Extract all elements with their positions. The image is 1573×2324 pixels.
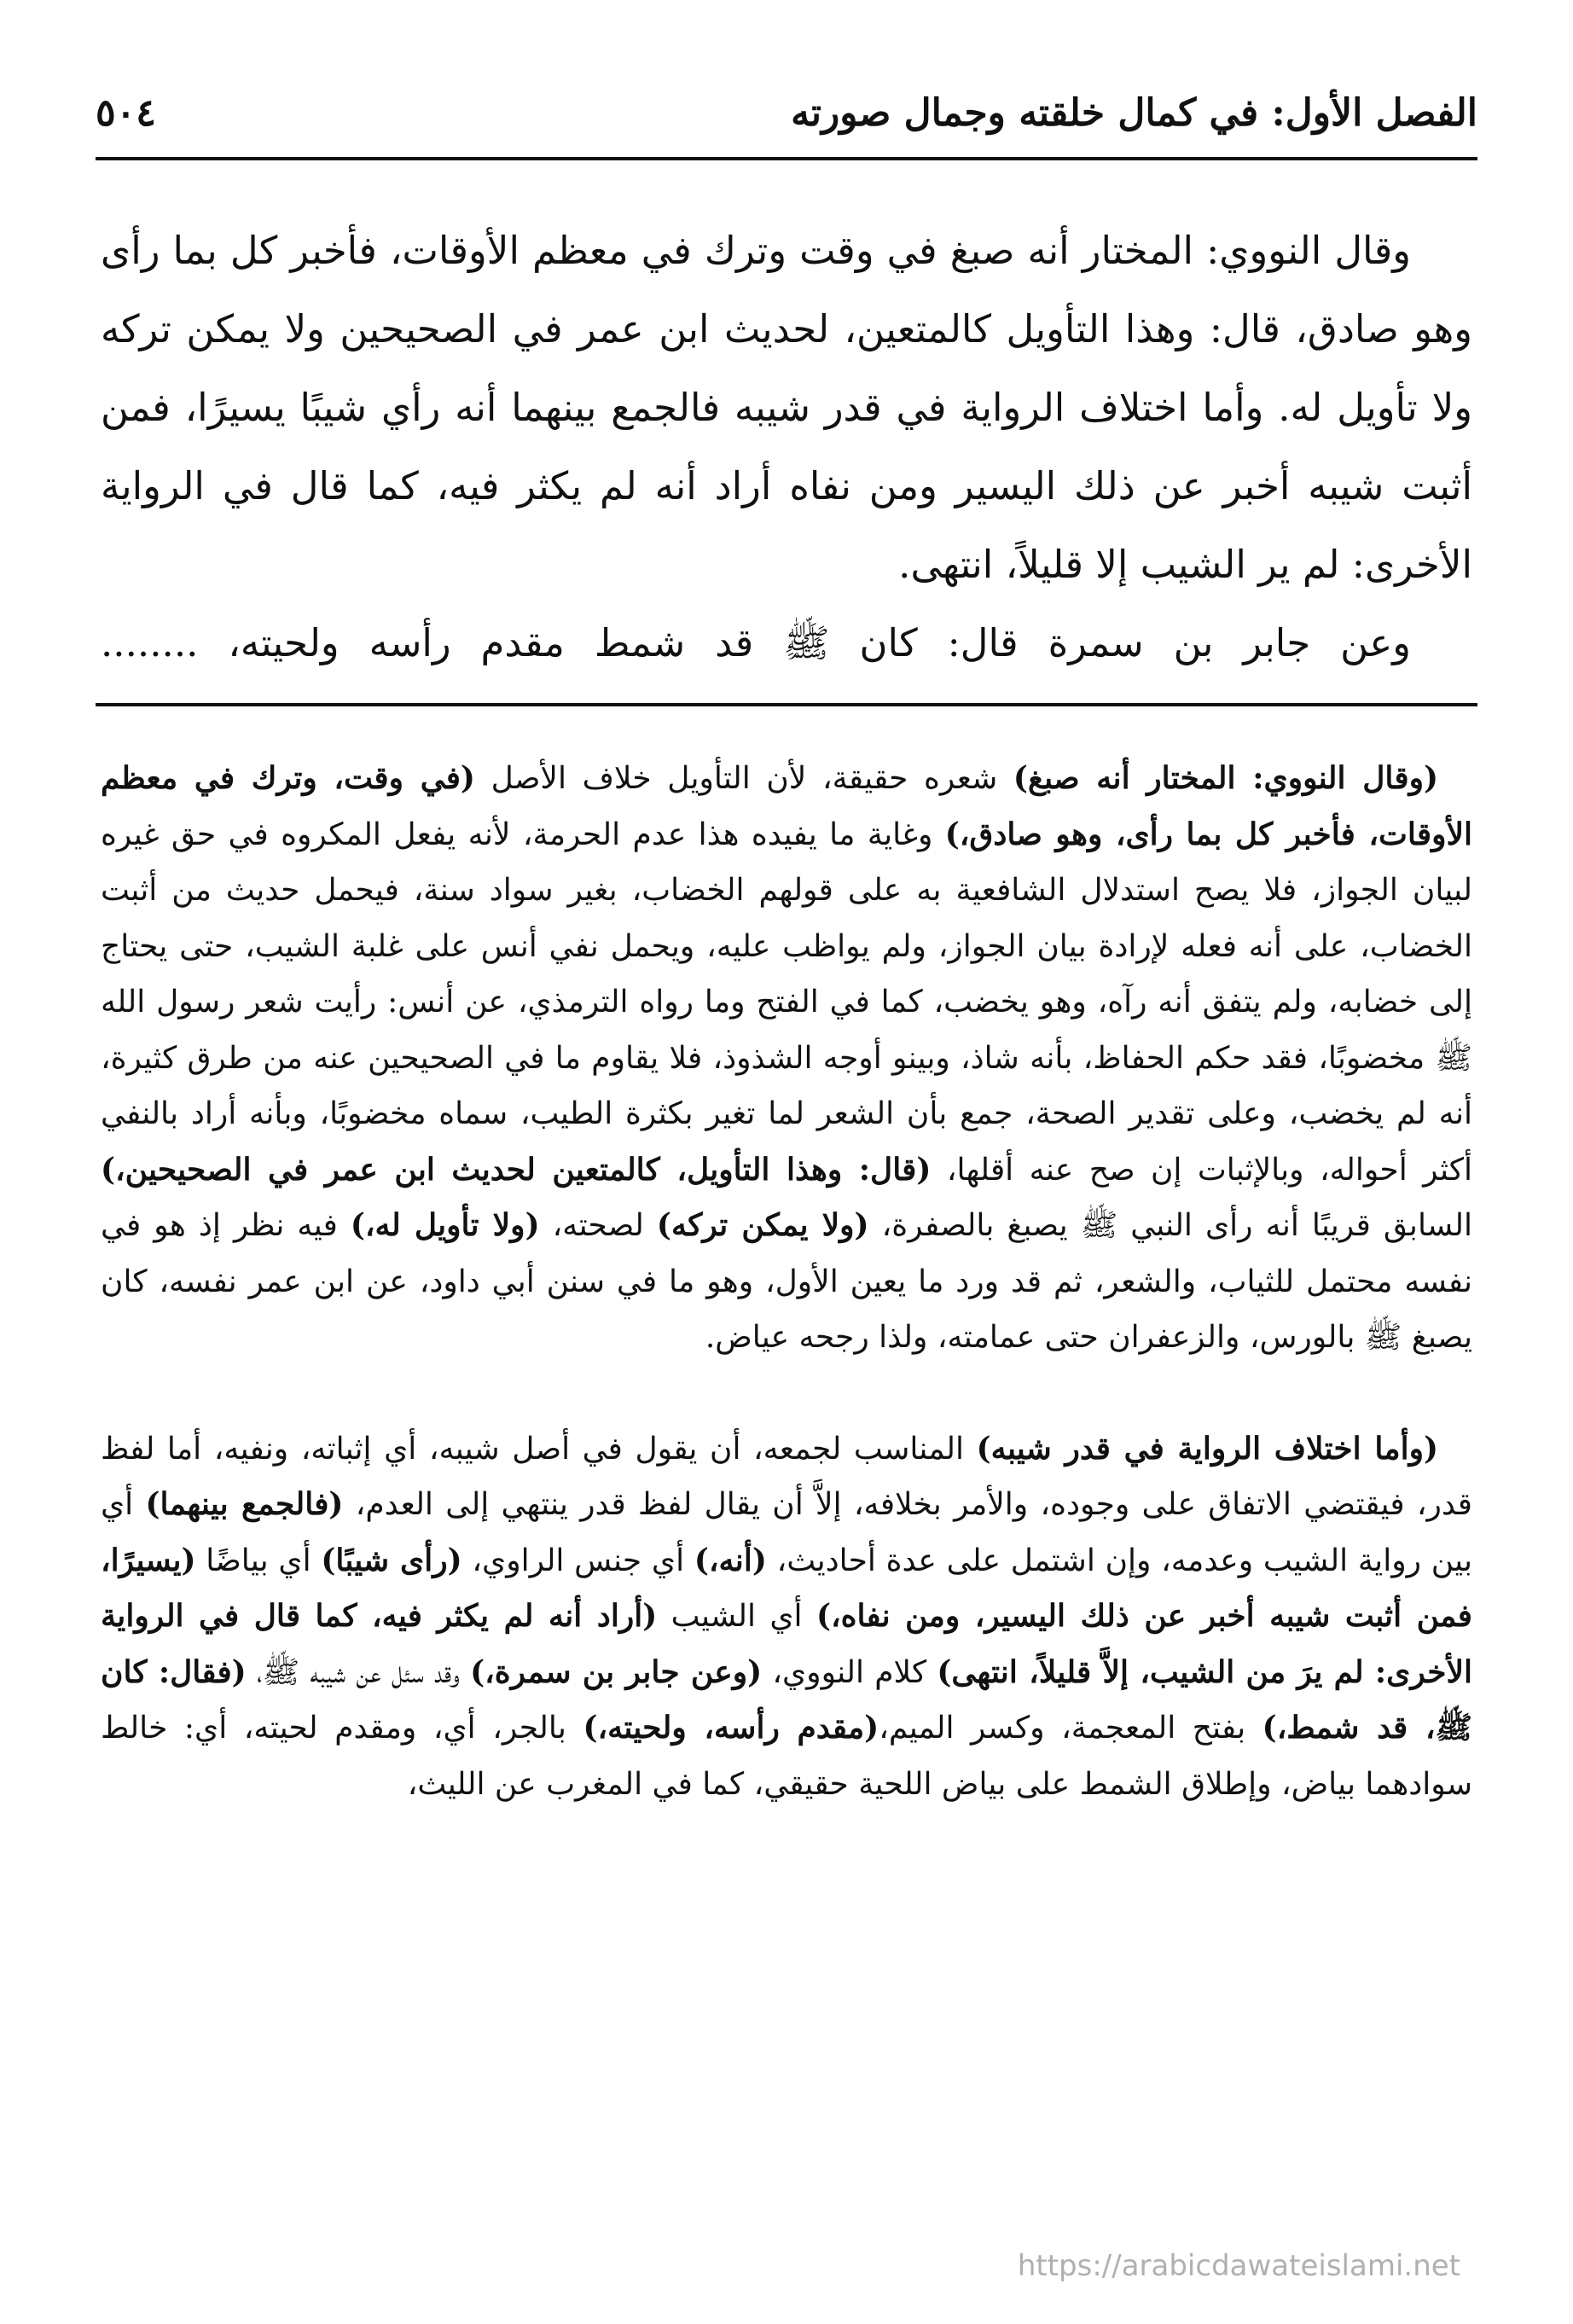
page-number: ٥٠٤ bbox=[96, 90, 156, 135]
commentary-segment: شعره حقيقة، لأن التأويل خلاف الأصل bbox=[474, 761, 1013, 796]
quoted-text: (يسيرًا، فمن أثبت شيبه أخبر عن ذلك اليسير، ومن نفاه،) bbox=[101, 1542, 1472, 1634]
quoted-text: (وأما اختلاف الرواية في قدر شيبه) bbox=[976, 1430, 1438, 1467]
commentary-segment: أي الشيب bbox=[657, 1599, 816, 1634]
main-text bbox=[101, 212, 1472, 683]
commentary-segment: وقد سئل عن شيبه ﷺ، bbox=[246, 1654, 471, 1690]
quoted-text: (ولا يمكن تركه) bbox=[656, 1207, 869, 1243]
watermark: https://arabicdawateislami.net bbox=[1017, 2249, 1460, 2283]
commentary-text bbox=[101, 751, 1472, 1812]
commentary-segment: السابق قريبًا أنه رأى النبي ﷺ يصبغ بالصفرة، bbox=[868, 1208, 1472, 1243]
commentary-segment: أي بياضًا bbox=[195, 1543, 322, 1578]
commentary-segment: لصحته، bbox=[539, 1208, 657, 1243]
quoted-text: (أراد أنه لم يكثر فيه، كما قال في الرواية الأخرى: لم يرَ من الشيب، إلاَّ قليلاً، انتهى) bbox=[101, 1598, 1473, 1690]
quoted-text: (مقدم رأسه، ولحيته،) bbox=[583, 1710, 879, 1746]
commentary-segment: بفتح المعجمة، وكسر الميم، bbox=[879, 1711, 1262, 1746]
quoted-text: (وقال النووي: المختار أنه صبغ) bbox=[1013, 760, 1438, 796]
main-paragraph: وقال النووي: المختار أنه صبغ في وقت وترك في معظم الأوقات، فأخبر كل بما رأى وهو صادق، قال: وهذا التأويل كالمتعين، لحديث ابن عمر في الصحيحين ولا يمكن تركه ولا تأويل له. وأما اختلاف الرواية في قدر شيبه فالجمع بينهما أنه رأي شيبًا يسيرًا، فمن أثبت شيبه أخبر عن ذلك اليسير ومن نفاه أراد أنه لم يكثر فيه، كما قال في الرواية الأخرى: لم ير الشيب إلا قليلاً، انتهى. bbox=[101, 228, 1472, 587]
commentary-segment: بالجر، أي، ومقدم لحيته، أي: خالط سوادهما بياض، وإطلاق الشمط على بياض اللحية حقيقي، كما في المغرب عن الليث، bbox=[101, 1711, 1472, 1802]
section-divider bbox=[96, 703, 1477, 706]
quoted-text: (فالجمع بينهما) bbox=[145, 1486, 344, 1522]
commentary-segment: أي بين رواية الشيب وعدمه، وإن اشتمل على عدة أحاديث، bbox=[101, 1487, 1473, 1578]
commentary-segment: وغاية ما يفيده هذا عدم الحرمة، لأنه يفعل المكروه في حق غيره لبيان الجواز، فلا يصح استدلال الشافعية به على قولهم الخضاب، بغير سواد سنة، فيحمل حديث من أثبت الخضاب، على أنه فعله لإرادة بيان الجواز، ولم يواظب عليه، ويحمل نفي أنس على غلبة الشيب، حتى يحتاج إلى خضابه، ولم يتفق أنه رآه، وهو يخضب، كما في الفتح وما رواه الترمذي، عن أنس: رأيت شعر رسول الله ﷺ مخضوبًا، فقد حكم الحفاظ، بأنه شاذ، وبينو أوجه الشذوذ، فلا يقاوم ما في الصحيحين عنه من طرق كثيرة، أنه لم يخضب، وعلى تقدير الصحة، جمع بأن الشعر لما تغير بكثرة الطيب، سماه مخضوبًا، وبأنه أراد بالنفي أكثر أحواله، وبالإثبات إن صح عنه أقلها، bbox=[101, 816, 1473, 1188]
commentary-paragraph bbox=[101, 1421, 1472, 1813]
quoted-text: (فقال: كان ﷺ، قد شمط،) bbox=[101, 1653, 1472, 1746]
running-title: الفصل الأول: في كمال خلقته وجمال صورته bbox=[791, 90, 1477, 135]
page-header bbox=[96, 78, 1477, 147]
quoted-text: (وعن جابر بن سمرة،) bbox=[470, 1653, 763, 1690]
quoted-text: (ولا تأويل له،) bbox=[350, 1207, 540, 1243]
commentary-segment: أي جنس الراوي، bbox=[461, 1543, 694, 1578]
commentary-paragraph bbox=[101, 751, 1472, 1366]
main-paragraph: وعن جابر بن سمرة قال: كان ﷺ قد شمط مقدم رأسه ولحيته، ........ bbox=[101, 620, 1411, 665]
quoted-text: (في وقت، وترك في معظم الأوقات، فأخبر كل بما رأى، وهو صادق،) bbox=[101, 760, 1472, 852]
header-divider bbox=[96, 157, 1477, 160]
commentary-segment: كلام النووي، bbox=[762, 1654, 937, 1690]
quoted-text: (قال: وهذا التأويل، كالمتعين لحديث ابن عمر في الصحيحين،) bbox=[101, 1151, 932, 1188]
quoted-text: (رأى شيبًا) bbox=[321, 1542, 462, 1578]
commentary-segment: المناسب لجمعه، أن يقول في أصل شيبه، أي إثباته، ونفيه، أما لفظ قدر، فيقتضي الاتفاق على وجوده، والأمر بخلافه، إلاَّ أن يقال لفظ قدر ينتهي إلى العدم، bbox=[101, 1431, 1473, 1522]
quoted-text: (أنه،) bbox=[694, 1542, 767, 1578]
commentary-segment: فيه نظر إذ هو في نفسه محتمل للثياب، والشعر، ثم قد ورد ما يعين الأول، وهو ما في سنن أبي داود، عن ابن عمر نفسه، كان يصبغ ﷺ بالورس، والزعفران حتى عمامته، ولذا رجحه عياض. bbox=[101, 1208, 1473, 1355]
